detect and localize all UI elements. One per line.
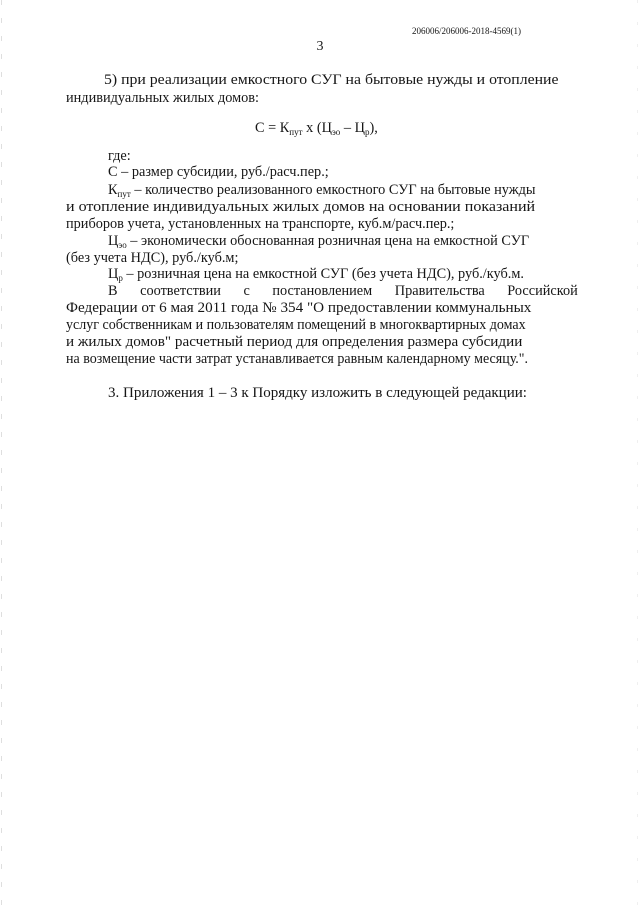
item-3-appendices: 3. Приложения 1 – 3 к Порядку изложить в следующей редакции:: [108, 385, 527, 401]
scan-left-edge-marks: [1, 0, 2, 905]
resolution-paragraph-line-4: и жилых домов" расчетный период для определения размера субсидии: [66, 334, 523, 350]
formula-end: ),: [369, 120, 378, 136]
resolution-paragraph-line-1: [108, 283, 578, 300]
definition-tso-line-1: [108, 233, 529, 250]
resolution-paragraph-line-1-text: В соответствии с постановлением Правительства Российской: [108, 283, 578, 299]
tsr-subscript: р: [118, 273, 123, 283]
definition-c: С – размер субсидии, руб./расч.пер.;: [108, 164, 329, 180]
subsidy-formula: [255, 120, 378, 137]
document-id: 206006/206006-2018-4569(1): [412, 26, 521, 36]
scan-right-edge-marks: [637, 0, 638, 905]
formula-minus: – Ц: [340, 120, 365, 136]
resolution-paragraph-line-3: услуг собственникам и пользователям помещений в многоквартирных домах: [66, 317, 526, 333]
k-subscript: пут: [117, 189, 131, 199]
formula-tso-subscript: эо: [331, 127, 341, 137]
definition-tso-line-2: (без учета НДС), руб./куб.м;: [66, 250, 239, 266]
k-symbol: К: [108, 182, 118, 198]
resolution-paragraph-line-2: Федерации от 6 мая 2011 года № 354 "О предоставлении коммунальных: [66, 300, 532, 316]
tso-definition-text: – экономически обоснованная розничная цена на емкостной СУГ: [126, 233, 530, 249]
definition-k-line-2: и отопление индивидуальных жилых домов на основании показаний: [66, 199, 536, 215]
item-5-line-1: [104, 72, 569, 89]
definition-k-line-1: [108, 182, 536, 199]
where-label: где:: [108, 148, 131, 164]
formula-tsr-subscript: р: [364, 127, 370, 137]
definition-k-line-3: приборов учета, установленных на транспорте, куб.м/расч.пер.;: [66, 216, 455, 232]
tsr-definition-text: – розничная цена на емкостной СУГ (без учета НДС), руб./куб.м.: [122, 266, 524, 282]
k-definition-text: – количество реализованного емкостного СУГ на бытовые нужды: [130, 182, 536, 198]
page-number: 3: [316, 39, 324, 54]
item-5-line-2: индивидуальных жилых домов:: [66, 90, 260, 106]
resolution-paragraph-line-5: на возмещение части затрат устанавливается равным календарному месяцу.".: [66, 351, 529, 367]
formula-mid: х (Ц: [302, 120, 332, 136]
formula-lhs: С = К: [255, 120, 290, 136]
tso-subscript: эо: [118, 240, 127, 250]
formula-k-subscript: пут: [289, 127, 303, 137]
definition-tsr: [108, 266, 524, 283]
tsr-symbol: Ц: [108, 266, 119, 282]
item-5-line-1-text: 5) при реализации емкостного СУГ на бытовые нужды и отопление: [104, 72, 559, 88]
tso-symbol: Ц: [108, 233, 119, 249]
